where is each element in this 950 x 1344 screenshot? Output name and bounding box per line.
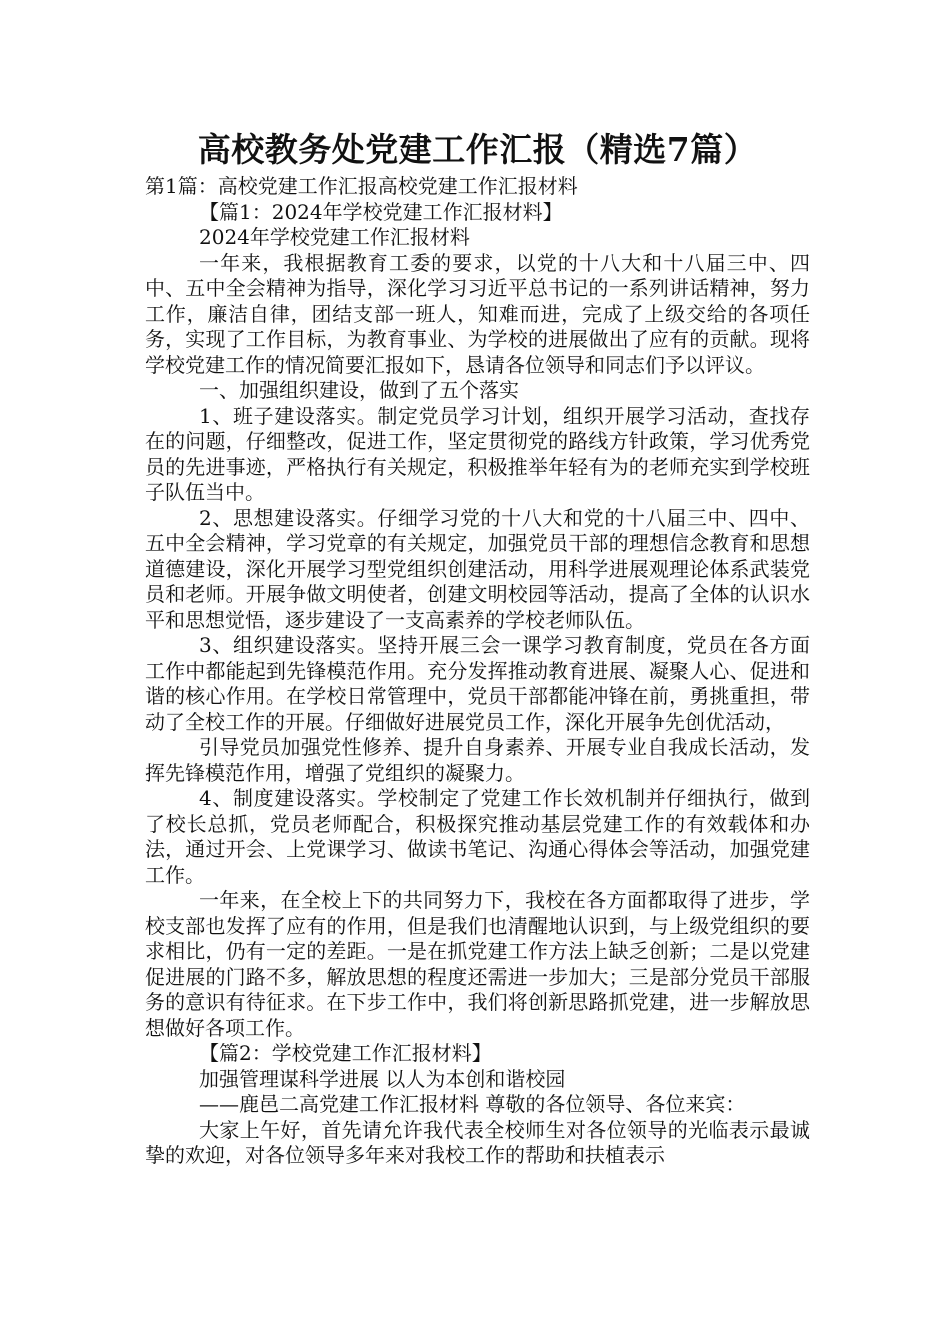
paragraph: 2024年学校党建工作汇报材料 [199,225,470,249]
paragraph: 3、组织建设落实。坚持开展三会一课学习教育制度，党员在各方面工作中都能起到先锋模范作用。充分发挥推动教育进展、凝聚人心、促进和谐的核心作用。在学校日常管理中，党员干部都能冲锋在前，勇挑重担，带动了全校工作的开展。仔细做好进展党员工作，深化开展争先创优活动， [145,633,810,734]
paragraph: 4、制度建设落实。学校制定了党建工作长效机制并仔细执行，做到了校长总抓，党员老师配合，积极探究推动基层党建工作的有效载体和办法，通过开会、上党课学习、做读书笔记、沟通心得体会等活动，加强党建工作。 [145,786,810,887]
paragraph: ——鹿邑二高党建工作汇报材料 尊敬的各位领导、各位来宾： [199,1092,746,1116]
paragraph: 大家上午好，首先请允许我代表全校师生对各位领导的光临表示最诚挚的欢迎，对各位领导多年来对我校工作的帮助和扶植表示 [145,1117,810,1167]
document-title: 高校教务处党建工作汇报（精选7篇） [197,130,758,169]
paragraph: 加强管理谋科学进展 以人为本创和谐校园 [199,1066,566,1091]
paragraph: 一、加强组织建设，做到了五个落实 [199,378,519,402]
paragraph: 第1篇：高校党建工作汇报高校党建工作汇报材料 [145,174,578,198]
paragraph: 【篇2：学校党建工作汇报材料】 [199,1041,492,1065]
document-page [145,128,810,1169]
paragraph: 引导党员加强党性修养、提升自身素养、开展专业自我成长活动，发挥先锋模范作用，增强了党组织的凝聚力。 [145,735,810,785]
paragraph: 一年来，在全校上下的共同努力下，我校在各方面都取得了进步，学校支部也发挥了应有的作用，但是我们也清醒地认识到，与上级党组织的要求相比，仍有一定的差距。一是在抓党建工作方法上缺乏创新；二是以党建促进展的门路不多，解放思想的程度还需进一步加大；三是部分党员干部服务的意识有待征求。在下步工作中，我们将创新思路抓党建，进一步解放思想做好各项工作。 [145,888,810,1040]
paragraph: 一年来，我根据教育工委的要求，以党的十八大和十八届三中、四中、五中全会精神为指导，深化学习习近平总书记的一系列讲话精神，努力工作，廉洁自律，团结支部一班人，知难而进，完成了上级交给的各项任务，实现了工作目标，为教育事业、为学校的进展做出了应有的贡献。现将学校党建工作的情况简要汇报如下，恳请各位领导和同志们予以评议。 [145,250,810,377]
paragraph: 2、思想建设落实。仔细学习党的十八大和党的十八届三中、四中、五中全会精神，学习党章的有关规定，加强党员干部的理想信念教育和思想道德建设，深化开展学习型党组织创建活动，用科学进展观理论体系武装党员和老师。开展争做文明使者，创建文明校园等活动，提高了全体的认识水平和思想觉悟，逐步建设了一支高素养的学校老师队伍。 [145,505,810,632]
paragraph: 1、班子建设落实。制定党员学习计划，组织开展学习活动，查找存在的问题，仔细整改，促进工作，坚定贯彻党的路线方针政策，学习优秀党员的先进事迹，严格执行有关规定，积极推举年轻有为的老师充实到学校班子队伍当中。 [145,403,810,504]
document-body [145,174,810,1169]
paragraph: 【篇1：2024年学校党建工作汇报材料】 [199,199,563,224]
